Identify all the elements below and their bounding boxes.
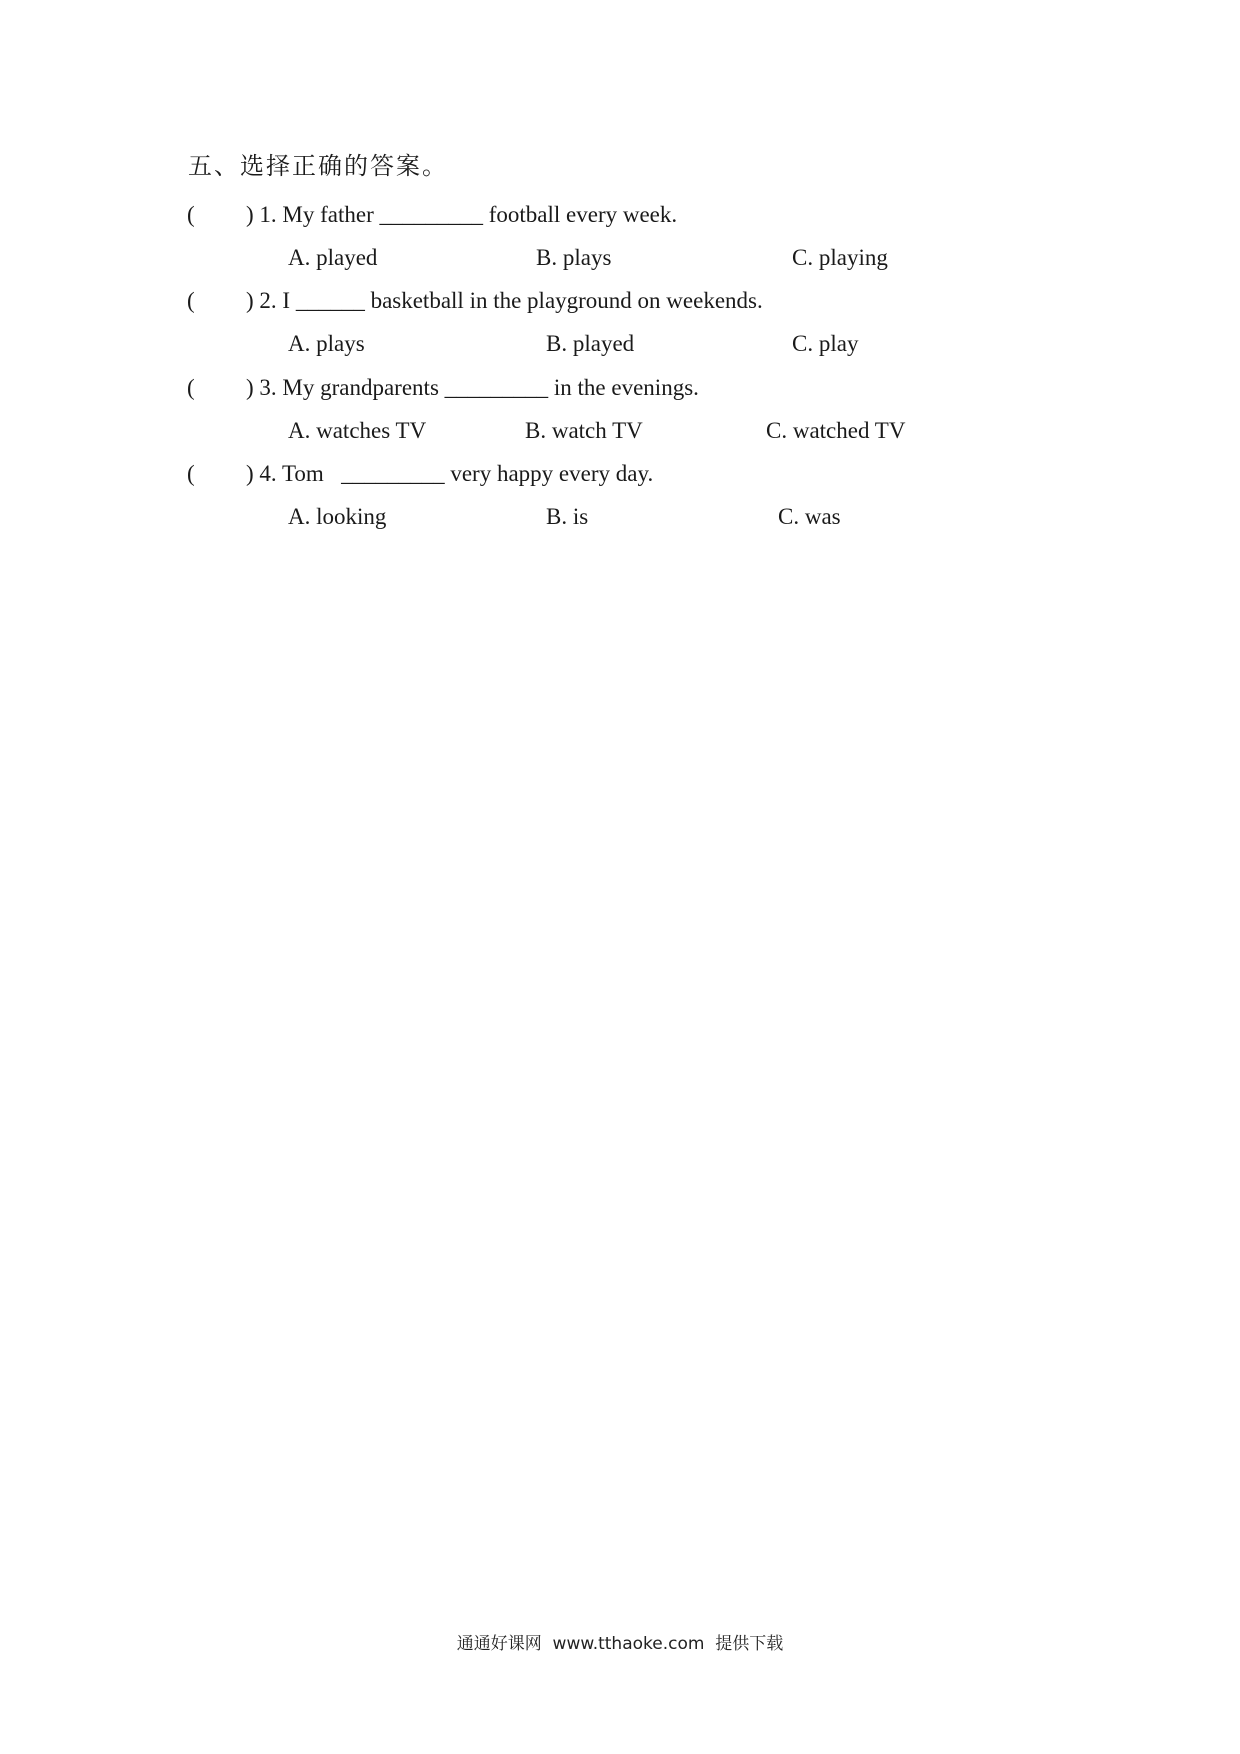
option-a: A. played	[288, 245, 378, 270]
question-text: ) 2. I ______ basketball in the playground on weekends.	[246, 288, 763, 313]
question-text: ) 3. My grandparents _________ in the evenings.	[246, 375, 699, 400]
option-c: C. playing	[792, 245, 888, 270]
option-b: B. is	[546, 504, 589, 529]
answer-blank-open-paren: (	[187, 461, 195, 486]
option-b: B. watch TV	[525, 418, 643, 443]
answer-blank-open-paren: (	[187, 288, 195, 313]
option-a: A. looking	[288, 504, 387, 529]
question-text: ) 4. Tom _________ very happy every day.	[246, 461, 654, 486]
option-a: A. watches TV	[288, 418, 427, 443]
option-a: A. plays	[288, 331, 365, 356]
option-c: C. was	[778, 504, 841, 529]
option-b: B. plays	[536, 245, 612, 270]
option-c: C. play	[792, 331, 859, 356]
answer-blank-open-paren: (	[187, 202, 195, 227]
section-title: 五、选择正确的答案。	[188, 152, 448, 180]
answer-blank-open-paren: (	[187, 375, 195, 400]
footer-credit: 通通好课网 www.tthaoke.com 提供下载	[456, 1634, 784, 1654]
option-c: C. watched TV	[766, 418, 906, 443]
question-text: ) 1. My father _________ football every week.	[246, 202, 678, 227]
option-b: B. played	[546, 331, 635, 356]
